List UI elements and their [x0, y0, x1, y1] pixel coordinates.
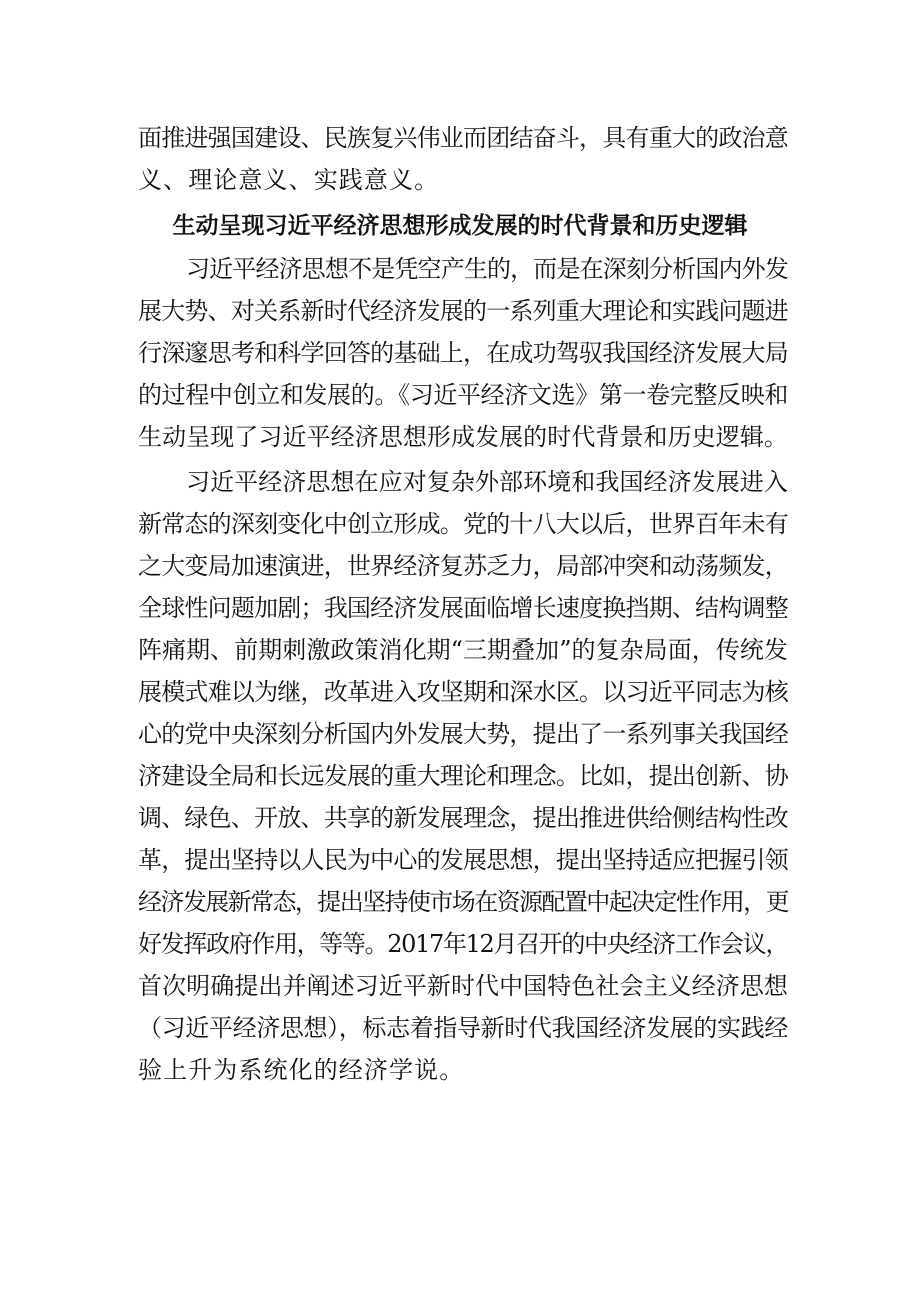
paragraph-line: 验上升为系统化的经济学说。: [138, 1056, 465, 1084]
paragraph-line: 阵痛期、前期刺激政策消化期“三期叠加”的复杂局面，传统发: [138, 636, 788, 664]
paragraph-line: 全球性问题加剧；我国经济发展面临增长速度换挡期、结构调整: [138, 594, 788, 622]
paragraph-line: 面推进强国建设、民族复兴伟业而团结奋斗，具有重大的政治意: [138, 124, 788, 152]
paragraph-line: 首次明确提出并阐述习近平新时代中国特色社会主义经济思想: [138, 972, 788, 1000]
paragraph-line: 革，提出坚持以人民为中心的发展思想，提出坚持适应把握引领: [138, 846, 788, 874]
paragraph-line: 行深邃思考和科学回答的基础上，在成功驾驭我国经济发展大局: [138, 339, 788, 367]
paragraph-line: 好发挥政府作用，等等。2017年12月召开的中央经济工作会议，: [138, 930, 788, 958]
paragraph-line: 调、绿色、开放、共享的新发展理念，提出推进供给侧结构性改: [138, 804, 788, 832]
paragraph-line: 习近平经济思想在应对复杂外部环境和我国经济发展进入: [186, 468, 788, 496]
paragraph-line: 的过程中创立和发展的。《习近平经济文选》第一卷完整反映和: [138, 381, 788, 409]
paragraph-line: 展模式难以为继，改革进入攻坚期和深水区。以习近平同志为核: [138, 678, 788, 706]
paragraph-line: 展大势、对关系新时代经济发展的一系列重大理论和实践问题进: [138, 297, 788, 325]
paragraph-line: 经济发展新常态，提出坚持使市场在资源配置中起决定性作用，更: [138, 888, 788, 916]
paragraph-line: 新常态的深刻变化中创立形成。党的十八大以后，世界百年未有: [138, 510, 788, 538]
paragraph-line: 生动呈现了习近平经济思想形成发展的时代背景和历史逻辑。: [138, 423, 788, 451]
paragraph-line: 济建设全局和长远发展的重大理论和理念。比如，提出创新、协: [138, 762, 788, 790]
paragraph-line: 习近平经济思想不是凭空产生的，而是在深刻分析国内外发: [186, 255, 788, 283]
paragraph-line: 义、理论意义、实践意义。: [138, 166, 440, 194]
paragraph-line: （习近平经济思想），标志着指导新时代我国经济发展的实践经: [138, 1014, 788, 1042]
section-heading: 生动呈现习近平经济思想形成发展的时代背景和历史逻辑: [172, 213, 748, 239]
paragraph-line: 心的党中央深刻分析国内外发展大势，提出了一系列事关我国经: [138, 720, 788, 748]
paragraph-line: 之大变局加速演进，世界经济复苏乏力，局部冲突和动荡频发，: [138, 552, 788, 580]
